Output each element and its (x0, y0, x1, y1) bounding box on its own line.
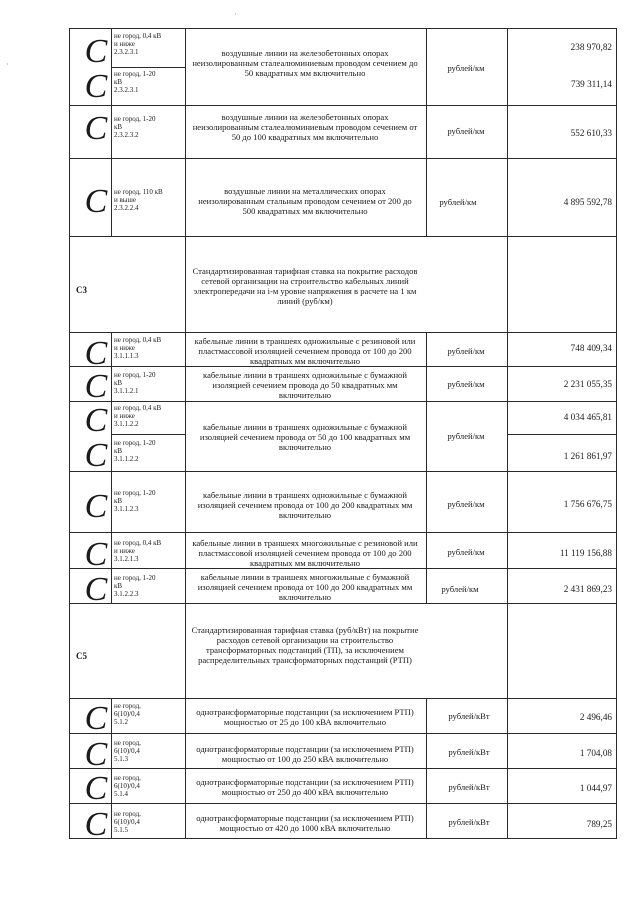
row-value: 2 496,46 (579, 712, 612, 722)
column-divider (69, 28, 70, 839)
row-class: не город, 1-20 кВ 3.1.1.2.2 (114, 439, 156, 463)
row-value: 552 610,33 (570, 128, 612, 138)
row-class: не город, 1-20 кВ 2.3.2.3.2 (114, 115, 156, 139)
row-divider (69, 236, 616, 237)
row-unit: рублей/кВт (448, 817, 490, 827)
row-unit: рублей/кВт (448, 782, 490, 792)
row-unit: рублей/км (439, 197, 477, 207)
row-class: не город, 6(10)/0,4 5.1.2 (114, 702, 141, 726)
row-description: однотрансформаторные подстанции (за исключением РТП) мощностью от 420 до 1000 кВА включительно (196, 813, 414, 833)
column-divider (111, 28, 112, 236)
row-class: не город, 1-20 кВ 3.1.2.2.3 (114, 574, 156, 598)
row-code: C (84, 770, 108, 807)
column-divider (111, 698, 112, 839)
row-value: 2 231 055,35 (563, 379, 612, 389)
column-divider (616, 28, 617, 839)
row-divider (69, 768, 616, 769)
row-code: C (84, 335, 108, 372)
row-value: 2 431 869,23 (563, 584, 612, 594)
row-unit: рублей/км (447, 126, 485, 136)
row-divider (69, 698, 616, 699)
row-code: C (84, 488, 108, 525)
row-divider (69, 471, 616, 472)
row-code: C (84, 402, 108, 439)
row-class: не город, 0,4 кВ и ниже 2.3.2.3.1 (114, 32, 162, 56)
row-description: воздушные линии на железобетонных опорах неизолированным сталеалюминиевым проводом сечением от 50 до 100 квадратных мм включительно (192, 112, 418, 142)
row-value: 4 895 592,78 (563, 197, 612, 207)
row-code: C (84, 700, 108, 737)
row-divider (69, 366, 616, 367)
row-divider (69, 401, 616, 402)
row-description: однотрансформаторные подстанции (за исключением РТП) мощностью от 25 до 100 кВА включительно (196, 707, 414, 727)
row-description: кабельные линии в траншеях многожильные с бумажной изоляцией сечением провода от 100 до 200 квадратных мм включительно (197, 572, 413, 602)
row-value: 748 409,34 (570, 343, 612, 353)
row-divider (69, 803, 616, 804)
column-divider (185, 28, 186, 839)
row-description: однотрансформаторные подстанции (за исключением РТП) мощностью от 250 до 400 кВА включительно (196, 777, 414, 797)
row-unit: рублей/кВт (448, 711, 490, 721)
row-code: C (84, 806, 108, 843)
row-divider (69, 603, 616, 604)
row-class: не город, 6(10)/0,4 5.1.5 (114, 810, 141, 834)
row-unit: рублей/км (447, 346, 485, 356)
row-description: воздушные линии на железобетонных опорах неизолированным сталеалюминиевым проводом сечением до 50 квадратных мм включительно (192, 48, 418, 78)
row-divider (69, 838, 616, 839)
row-code: C (84, 68, 108, 105)
row-divider (69, 158, 616, 159)
section-code: C3 (76, 285, 87, 295)
section-title: Стандартизированная тарифная ставка на покрытие расходов сетевой организации на строительство кабельных линий электропередачи на i-м уровне напряжения в расчете на 1 км линий (руб/км) (192, 266, 418, 306)
row-divider (69, 105, 616, 106)
row-divider (507, 434, 616, 435)
row-unit: рублей/км (447, 499, 485, 509)
row-description: воздушные линии на металлических опорах неизолированным стальным проводом сечением от 200 до 500 квадратных мм включительно (198, 186, 412, 216)
row-value: 789,25 (586, 819, 612, 829)
row-unit: рублей/км (447, 547, 485, 557)
row-description: кабельные линии в траншеях одножильные с бумажной изоляцией сечением провода от 50 до 100 квадратных мм включительно (199, 422, 411, 452)
row-code: C (84, 536, 108, 573)
row-class: не город, 0,4 кВ и ниже 3.1.1.2.2 (114, 404, 162, 428)
scan-speck: · (234, 10, 237, 19)
row-unit: рублей/км (447, 431, 485, 441)
scan-speck: · (6, 60, 9, 69)
row-divider (69, 28, 616, 29)
row-divider (69, 332, 616, 333)
row-description: кабельные линии в траншеях многожильные с резиновой или пластмассовой изоляцией сечением провода от 100 до 200 квадратных мм включительно (192, 538, 418, 568)
row-code: C (84, 110, 108, 147)
row-code: C (84, 571, 108, 608)
row-value: 1 044,97 (579, 783, 612, 793)
section-title: Стандартизированная тарифная ставка (руб/кВт) на покрытие расходов сетевой организации на строительство трансформаторных подстанций (ТП), за исключением распределительных трансформаторных подстанций (РТП) (191, 625, 419, 665)
row-class: не город, 0,4 кВ и ниже 3.1.1.1.3 (114, 336, 162, 360)
row-divider (69, 568, 616, 569)
row-unit: рублей/км (447, 379, 485, 389)
row-class: не город, 1-20 кВ 3.1.1.2.1 (114, 371, 156, 395)
row-value: 11 119 156,88 (559, 548, 612, 558)
row-unit: рублей/км (447, 63, 485, 73)
column-divider (426, 332, 427, 603)
row-divider (69, 532, 616, 533)
row-description: кабельные линии в траншеях одножильные с бумажной изоляцией сечением провода до 50 квадратных мм включительно (203, 370, 407, 400)
row-class: не город, 1-20 кВ 2.3.2.3.1 (114, 70, 156, 94)
row-value: 1 756 676,75 (563, 499, 612, 509)
row-value: 739 311,14 (570, 79, 612, 89)
row-class: не город, 0,4 кВ и ниже 3.1.2.1.3 (114, 539, 162, 563)
row-code: C (84, 33, 108, 70)
column-divider (426, 698, 427, 839)
row-divider (69, 733, 616, 734)
row-description: кабельные линии в траншеях одножильные с резиновой или пластмассовой изоляцией сечением провода от 100 до 200 квадратных мм включительно (194, 336, 416, 366)
row-unit: рублей/км (441, 584, 479, 594)
row-description: кабельные линии в траншеях одножильные с бумажной изоляцией сечением провода от 100 до 200 квадратных мм включительно (197, 490, 413, 520)
row-unit: рублей/кВт (448, 747, 490, 757)
row-class: не город, 1-20 кВ 3.1.1.2.3 (114, 489, 156, 513)
row-divider (111, 434, 185, 435)
row-description: однотрансформаторные подстанции (за исключением РТП) мощностью от 100 до 250 кВА включительно (196, 744, 414, 764)
row-divider (111, 67, 185, 68)
section-code: C5 (76, 651, 87, 661)
row-value: 4 034 465,81 (563, 412, 612, 422)
column-divider (111, 332, 112, 603)
row-code: C (84, 437, 108, 474)
row-code: C (84, 368, 108, 405)
row-class: не город, 6(10)/0,4 5.1.3 (114, 739, 141, 763)
row-value: 1 261 861,97 (563, 451, 612, 461)
row-code: C (84, 183, 108, 220)
row-code: C (84, 736, 108, 773)
row-value: 1 704,08 (579, 748, 612, 758)
row-value: 238 970,82 (570, 42, 612, 52)
row-class: не город, 110 кВ и выше 2.3.2.2.4 (114, 188, 163, 212)
row-class: не город, 6(10)/0,4 5.1.4 (114, 774, 141, 798)
